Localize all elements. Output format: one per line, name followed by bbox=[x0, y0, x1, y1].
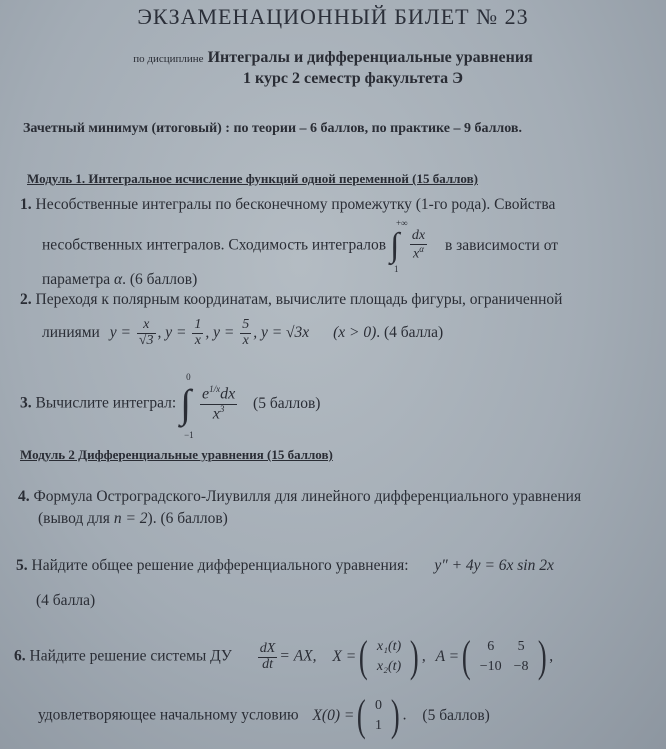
discipline-name: Интегралы и дифференциальные уравнения bbox=[207, 49, 533, 66]
question-4-line-2 bbox=[38, 510, 228, 528]
curve-3-label: , y = bbox=[205, 323, 235, 341]
integrand-numerator: dx bbox=[411, 228, 426, 244]
question-3-points: (5 баллов) bbox=[253, 394, 321, 412]
question-2-text-2: линиями bbox=[42, 323, 100, 341]
initial-condition-label: X(0) = bbox=[312, 706, 355, 724]
right-paren-a: ) bbox=[537, 632, 547, 681]
question-6-text-2: удовлетворяющее начальному условию bbox=[38, 706, 299, 724]
question-1-line-3 bbox=[42, 271, 197, 289]
question-4-text-1: Формула Остроградского-Лиувилля для линейного дифференциального уравнения bbox=[33, 488, 582, 505]
curve-1-numerator: x bbox=[137, 318, 156, 334]
initial-vector bbox=[369, 696, 388, 736]
module-2-title: Модуль 2 Дифференциальные уравнения (15 баллов) bbox=[20, 447, 333, 462]
integral-3-exp-power: 1/x bbox=[209, 384, 221, 395]
integrand-denominator: x bbox=[412, 246, 420, 262]
question-1-text-3: в зависимости от bbox=[444, 236, 559, 254]
integral-3-den-power: 3 bbox=[219, 403, 225, 414]
discipline-line bbox=[0, 49, 666, 67]
integral-sign: ∫ +∞ 1 bbox=[389, 218, 408, 274]
discipline-prefix: по дисциплине bbox=[133, 53, 204, 65]
integrand-fraction bbox=[410, 229, 427, 262]
derivative-denominator: dt bbox=[262, 656, 274, 672]
integral-upper-limit: +∞ bbox=[395, 218, 408, 228]
integral-3-lower-limit: −1 bbox=[184, 430, 194, 440]
curve-3-denominator: x bbox=[242, 332, 249, 348]
matrix-a-label: A = bbox=[435, 647, 460, 665]
differential-equation: y″ + 4y = 6x sin 2x bbox=[434, 557, 554, 574]
question-1-line-1 bbox=[20, 196, 555, 214]
question-6-number: 6. bbox=[14, 647, 26, 665]
x-vector-label: X = bbox=[332, 647, 357, 665]
curve-3-fraction bbox=[240, 318, 251, 348]
right-paren-x0: ) bbox=[390, 691, 400, 740]
x-vector bbox=[371, 637, 407, 677]
integral-lower-limit: 1 bbox=[393, 264, 399, 274]
question-4-points: ). (6 баллов) bbox=[147, 510, 228, 527]
question-1-points: . (6 баллов) bbox=[122, 271, 198, 288]
system-equation: = AX, bbox=[279, 647, 317, 665]
question-4-line-1 bbox=[18, 488, 581, 506]
question-2-number: 2. bbox=[20, 291, 32, 308]
integral-3-denominator: x bbox=[212, 404, 220, 422]
matrix-a-12: 5 bbox=[517, 639, 525, 654]
curve-1-fraction bbox=[137, 318, 156, 348]
integral-3-fraction bbox=[200, 385, 237, 422]
curve-4-label: , y = √3x bbox=[253, 323, 310, 341]
x-vector-bottom: x₂(t) bbox=[376, 659, 402, 674]
curve-2-denominator: x bbox=[194, 332, 201, 348]
ticket-title: ЭКЗАМЕНАЦИОННЫЙ БИЛЕТ № 23 bbox=[137, 4, 529, 29]
integral-3-upper-limit: 0 bbox=[186, 372, 191, 382]
question-6-text: Найдите решение системы ДУ bbox=[29, 647, 232, 665]
passing-minimum: Зачетный минимум (итоговый) : по теории – 6 баллов, по практике – 9 баллов. bbox=[23, 121, 522, 136]
domain-condition: (x > 0) bbox=[333, 323, 377, 341]
left-paren-a: ( bbox=[462, 632, 471, 681]
left-paren-x: ( bbox=[359, 632, 368, 681]
course-line: 1 курс 2 семестр факультета Э bbox=[243, 70, 463, 87]
integral-sign-3: ∫ 0 −1 bbox=[180, 372, 194, 440]
matrix-a-22: −8 bbox=[513, 659, 529, 674]
initial-vector-bottom: 1 bbox=[375, 718, 382, 733]
curve-2-label: , y = bbox=[157, 323, 187, 341]
question-5-number: 5. bbox=[16, 557, 28, 574]
question-2-line-1 bbox=[20, 291, 562, 309]
integral-3-exp-base: e bbox=[201, 385, 210, 403]
question-4-text-2: (вывод для bbox=[38, 510, 110, 527]
question-6-line-2: удовлетворяющее начальному условию X(0) =( 0 1 ) . (5 баллов) bbox=[38, 691, 490, 740]
question-3-line bbox=[20, 372, 321, 440]
question-2-points: . (4 балла) bbox=[376, 323, 444, 341]
question-4-number: 4. bbox=[18, 488, 30, 505]
question-3-number: 3. bbox=[20, 394, 32, 412]
right-paren-x: ) bbox=[410, 632, 419, 681]
matrix-a-11: 6 bbox=[487, 639, 495, 654]
question-1-text-2: несобственных интегралов. Сходимость интегралов bbox=[42, 236, 387, 254]
curve-1-denominator: √3 bbox=[138, 332, 154, 348]
question-6-line-1: 6. Найдите решение системы ДУ $\frac{dX}{dt}$ = AX, X =( x₁(t) x₂(t) ) , A =( 6 5 −10 −8 ) , bbox=[14, 632, 554, 681]
question-6-points: (5 баллов) bbox=[422, 706, 490, 724]
matrix-a bbox=[474, 637, 535, 677]
derivative-numerator: dX bbox=[259, 640, 276, 656]
question-2-line-2 bbox=[42, 318, 443, 348]
question-5-line bbox=[16, 557, 554, 575]
initial-vector-top: 0 bbox=[375, 698, 382, 713]
curve-2-numerator: 1 bbox=[194, 317, 202, 332]
derivative-fraction bbox=[258, 642, 278, 672]
x-vector-top: x₁(t) bbox=[376, 639, 402, 654]
n-equals-2: n = 2 bbox=[113, 510, 148, 527]
question-1-text-4: параметра bbox=[42, 271, 111, 288]
curve-2-fraction bbox=[192, 318, 203, 348]
question-1-line-2 bbox=[42, 218, 559, 274]
curve-1-label: y = bbox=[109, 323, 131, 341]
question-1-number: 1. bbox=[20, 196, 32, 213]
left-paren-x0: ( bbox=[357, 691, 367, 740]
question-2-text-1: Переходя к полярным координатам, вычислите площадь фигуры, ограниченной bbox=[35, 291, 563, 308]
question-5-text: Найдите общее решение дифференциального уравнения: bbox=[31, 557, 409, 574]
alpha-symbol: α bbox=[113, 271, 123, 288]
matrix-a-21: −10 bbox=[479, 659, 502, 674]
integrand-exponent: α bbox=[419, 244, 424, 255]
curve-3-numerator: 5 bbox=[242, 317, 250, 332]
integral-3-dx: dx bbox=[220, 385, 236, 403]
question-1-text-1: Несобственные интегралы по бесконечному промежутку (1-го рода). Свойства bbox=[35, 196, 556, 213]
module-1-title: Модуль 1. Интегральное исчисление функций одной переменной (15 баллов) bbox=[27, 171, 478, 186]
question-3-text: Вычислите интеграл: bbox=[35, 394, 177, 412]
question-5-points: (4 балла) bbox=[36, 592, 96, 609]
